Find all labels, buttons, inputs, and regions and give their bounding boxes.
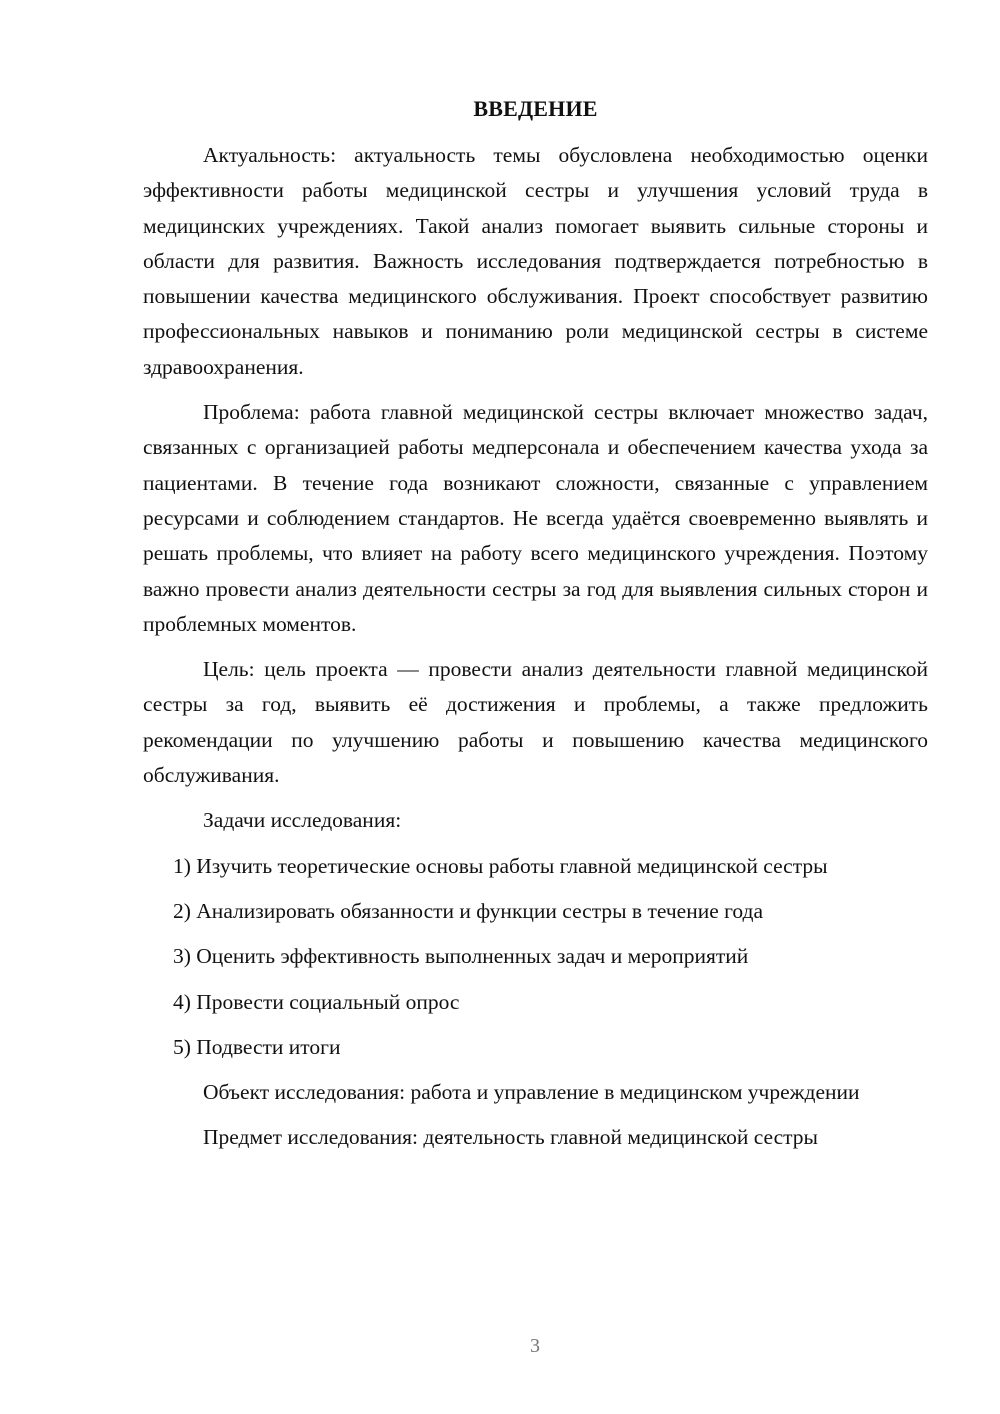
subject-paragraph: Предмет исследования: деятельность главной медицинской сестры [203,1125,818,1150]
relevance-paragraph: Актуальность: актуальность темы обусловлена необходимостью оценки эффективности работы медицинской сестры и улучшения условий труда в медицинских учреждениях. Такой анализ помогает выявить сильные стороны и области для развития. Важность исследования подтверждается потребностью в повышении качества медицинского обслуживания. Проект способствует развитию профессиональных навыков и пониманию роли медицинской сестры в системе здравоохранения. [143,143,928,379]
page-number: 3 [530,1335,540,1357]
goal-paragraph: Цель: цель проекта — провести анализ деятельности главной медицинской сестры за год, выявить её достижения и проблемы, а также предложить рекомендации по улучшению работы и повышению качества медицинского обслуживания. [143,657,928,788]
task-item-2: 2) Анализировать обязанности и функции сестры в течение года [173,898,764,923]
task-item-4: 4) Провести социальный опрос [173,989,460,1014]
task-item-5: 5) Подвести итоги [173,1034,341,1059]
problem-paragraph: Проблема: работа главной медицинской сестры включает множество задач, связанных с организацией работы медперсонала и обеспечением качества ухода за пациентами. В течение года возникают сложности, связанные с управлением ресурсами и соблюдением стандартов. Не всегда удаётся своевременно выявлять и решать проблемы, что влияет на работу всего медицинского учреждения. Поэтому важно провести анализ деятельности сестры за год для выявления сильных сторон и проблемных моментов. [143,400,928,636]
object-paragraph: Объект исследования: работа и управление в медицинском учреждении [203,1080,860,1105]
tasks-heading: Задачи исследования: [203,808,402,833]
page-content [143,94,928,1156]
task-item-3: 3) Оценить эффективность выполненных задач и мероприятий [173,944,749,969]
page-title: ВВЕДЕНИЕ [473,96,598,121]
task-item-1: 1) Изучить теоретические основы работы главной медицинской сестры [173,853,828,878]
